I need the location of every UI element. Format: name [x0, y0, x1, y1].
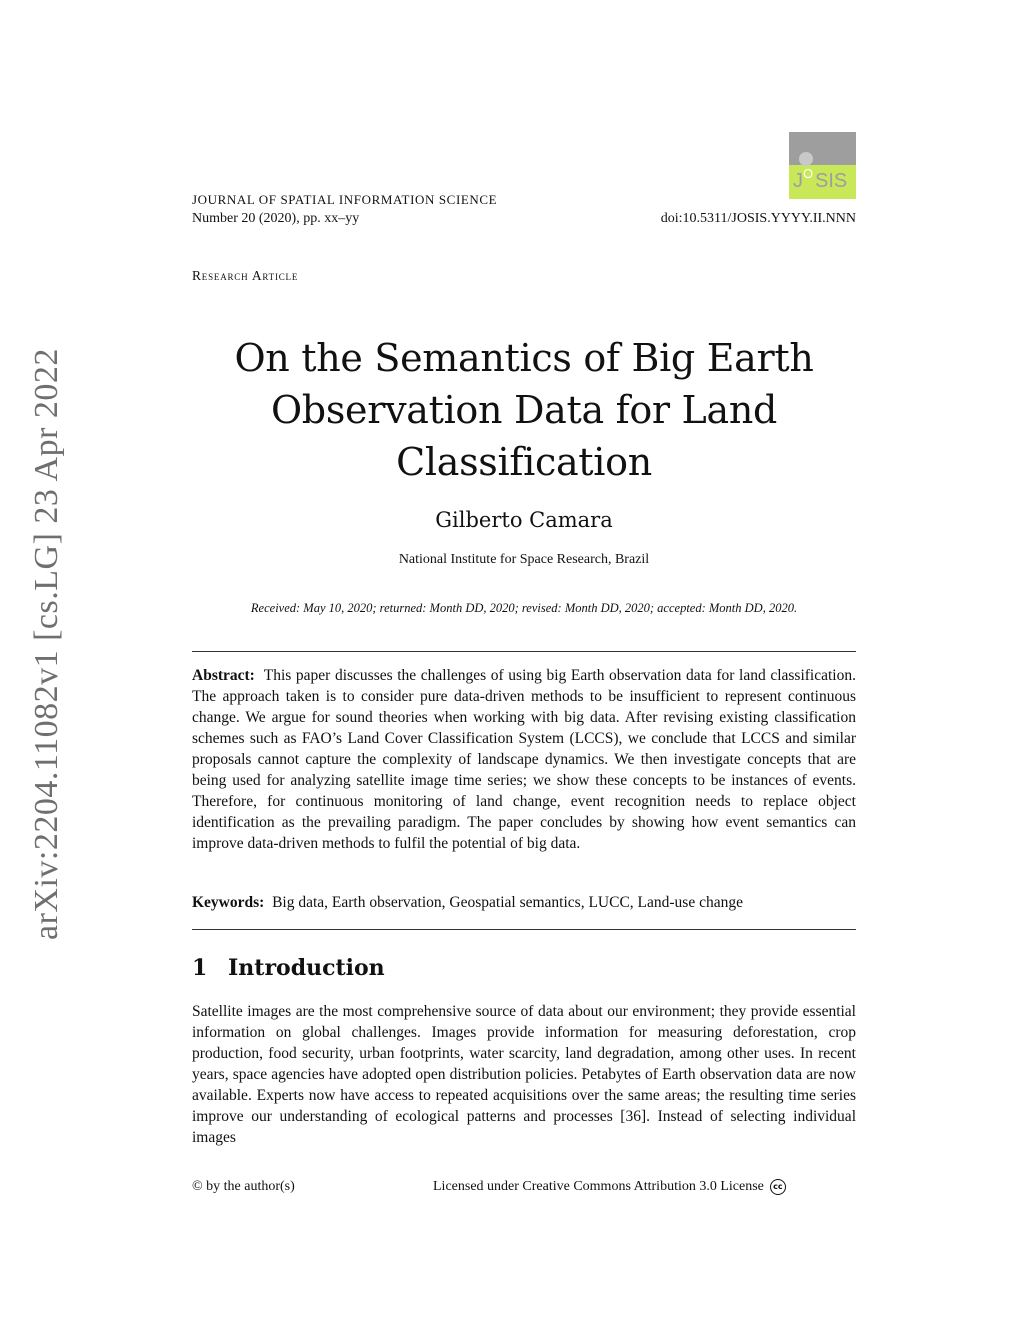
license-text: Licensed under Creative Commons Attribution 3.0 License	[433, 1179, 764, 1195]
abstract	[192, 665, 856, 854]
arxiv-sidebar-stamp: arXiv:2204.11082v1 [cs.LG] 23 Apr 2022	[28, 348, 65, 940]
section-title: Introduction	[228, 955, 385, 981]
author-affiliation: National Institute for Space Research, Brazil	[398, 552, 650, 567]
author-name: Gilberto Camara	[435, 508, 613, 532]
josis-logo	[789, 132, 856, 199]
keywords-label: Keywords:	[192, 894, 265, 911]
paper-title: On the Semantics of Big Earth Observation Data for Land Classification	[234, 336, 814, 484]
abstract-text: This paper discusses the challenges of using big Earth observation data for land classification. The approach taken is to consider pure data-driven methods to be insufficient to represent continuous change. We argue for sound theories when working with big data. After revising existing classification schemes such as FAO’s Land Cover Classification System (LCCS), we conclude that LCCS and similar proposals cannot capture the complexity of landscape dynamics. We then investigate concepts that are being used for analyzing satellite image time series; we show these concepts to be instances of events. Therefore, for continuous monitoring of land change, event recognition needs to replace object identification as the prevailing paradigm. The paper concludes by showing how event semantics can improve data-driven methods to fulfil the potential of big data.	[192, 667, 856, 852]
footer-license	[433, 1179, 786, 1195]
logo-text-o: O	[803, 166, 814, 181]
logo-text-sis: SIS	[815, 170, 848, 192]
submission-dates: Received: May 10, 2020; returned: Month DD, 2020; revised: Month DD, 2020; accepted: Month DD, 2020.	[250, 601, 798, 615]
josis-logo-graphic	[789, 132, 856, 199]
section-number: 1	[192, 955, 208, 981]
journal-issue: Number 20 (2020), pp. xx–yy	[192, 211, 360, 226]
divider-bottom	[192, 929, 856, 930]
abstract-label: Abstract:	[192, 667, 255, 684]
keywords-text: Big data, Earth observation, Geospatial semantics, LUCC, Land-use change	[272, 894, 743, 911]
creative-commons-icon: cc	[770, 1179, 786, 1195]
section-heading-introduction	[192, 955, 385, 981]
footer-copyright: © by the author(s)	[192, 1179, 295, 1194]
logo-text-j: J	[793, 170, 803, 192]
doi: doi:10.5311/JOSIS.YYYY.II.NNN	[660, 211, 856, 226]
introduction-paragraph: Satellite images are the most comprehensive source of data about our environment; they provide essential information on global challenges. Images provide information for measuring deforestation, crop production, food security, urban footprints, water scarcity, land degradation, among other uses. In recent years, space agencies have adopted open distribution policies. Petabytes of Earth observation data are now available. Experts now have access to repeated acquisitions over the same areas; the resulting time series improve our understanding of ecological patterns and processes [36]. Instead of selecting individual images	[192, 1003, 856, 1146]
keywords	[192, 892, 856, 913]
article-type: Research Article	[192, 268, 299, 283]
divider-top	[192, 651, 856, 652]
journal-name: JOURNAL OF SPATIAL INFORMATION SCIENCE	[192, 192, 498, 207]
